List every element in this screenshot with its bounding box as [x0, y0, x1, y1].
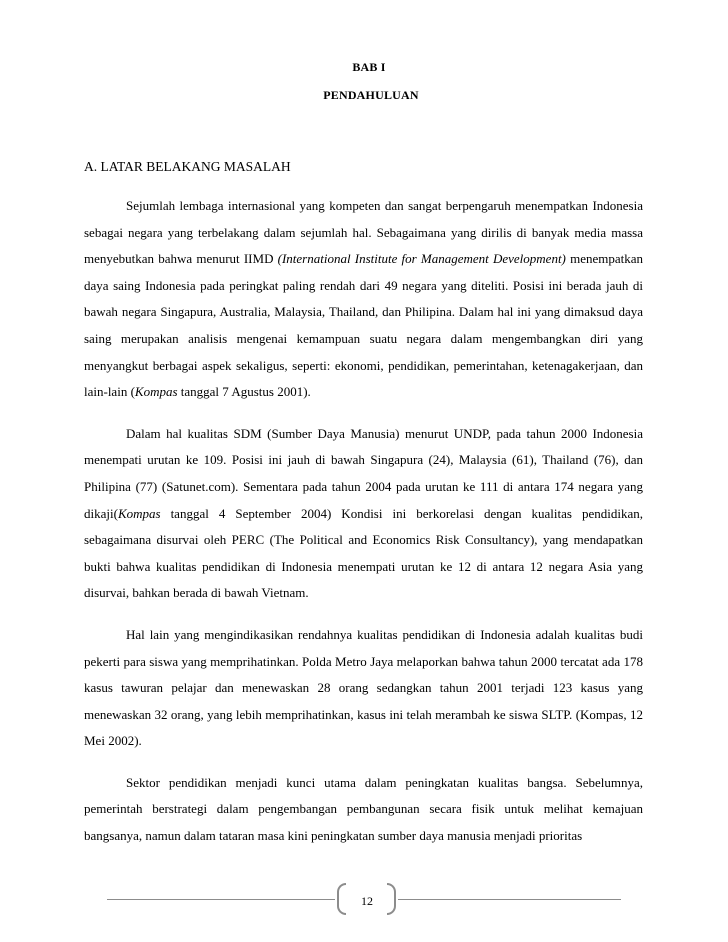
paragraph-1-text-e: tanggal 7 Agustus 2001).	[177, 384, 311, 400]
body-text	[84, 193, 643, 865]
paragraph-1-text-c: menempatkan daya saing Indonesia pada peringkat paling rendah dari 49 negara yang diteliti. Posisi ini berada jauh di bawah negara Singapura, Australia, Malaysia, Thailand, dan Philipina. Dalam hal ini yang dimaksud daya saing merupakan analisis mengenai kemampuan suatu negara dalam mengembangkan diri yang menyangkut berbagai aspek sekaligus, seperti: ekonomi, pendidikan, pemerintahan, ketenagakerjaan, dan lain-lain (	[84, 251, 643, 400]
paragraph-1	[84, 193, 643, 406]
paragraph-1-italic-kompas: Kompas	[134, 384, 178, 400]
paragraph-3: Hal lain yang mengindikasikan rendahnya kualitas pendidikan di Indonesia adalah kualitas budi pekerti para siswa yang memprihatinkan. Polda Metro Jaya melaporkan bahwa tahun 2000 tercatat ada 178 kasus tawuran pelajar dan menewaskan 28 orang sedangkan tahun 2001 terjadi 123 kasus yang menewaskan 32 orang, yang lebih memprihatinkan, kasus ini telah merambah ke siswa SLTP. (Kompas, 12 Mei 2002).	[84, 626, 643, 749]
paragraph-2-text-c: tanggal 4 September 2004) Kondisi ini berkorelasi dengan kualitas pendidikan, sebagaimana disurvai oleh PERC (The Political and Economics Risk Consultancy), yang mendapatkan bukti bahwa kualitas pendidikan di Indonesia menempati urutan ke 12 di antara 12 negara Asia yang disurvai, bahkan berada di bawah Vietnam.	[84, 505, 643, 601]
chapter-title: PENDAHULUAN	[323, 88, 419, 102]
chapter-number: BAB I	[352, 60, 386, 74]
paragraph-1-italic-iimd: (International Institute for Management Development)	[277, 251, 566, 267]
paragraph-2-text-a: Dalam hal kualitas SDM (Sumber Daya Manusia) menurut UNDP, pada tahun 2000 Indonesia menempati urutan ke 109. Posisi ini jauh di bawah Singapura (24), Malaysia (61), Thailand (76), dan Philipina (77) (Satunet.com). Sementara pada tahun 2004 pada urutan ke 111 di antara 174 negara yang dikaji(	[84, 425, 643, 521]
paragraph-2-italic-kompas: Kompas	[117, 505, 161, 521]
footer-rule-right	[398, 899, 621, 900]
paragraph-2	[84, 421, 643, 607]
section-heading: A. LATAR BELAKANG MASALAH	[84, 159, 291, 174]
paragraph-4: Sektor pendidikan menjadi kunci utama dalam peningkatan kualitas bangsa. Sebelumnya, pemerintah berstrategi dalam pengembangan pembangunan secara fisik untuk melihat kemajuan bangsanya, namun dalam tataran masa kini peningkatan sumber daya manusia menjadi prioritas	[84, 774, 643, 844]
paragraph-1-text-a: Sejumlah lembaga internasional yang kompeten dan sangat berpengaruh menempatkan Indonesia sebagai negara yang terbelakang dalam sejumlah hal. Sebagaimana yang dirilis di banyak media massa menyebutkan bahwa menurut IIMD	[84, 198, 643, 267]
page-number: 12	[361, 894, 373, 908]
footer-rule-left	[107, 899, 335, 900]
